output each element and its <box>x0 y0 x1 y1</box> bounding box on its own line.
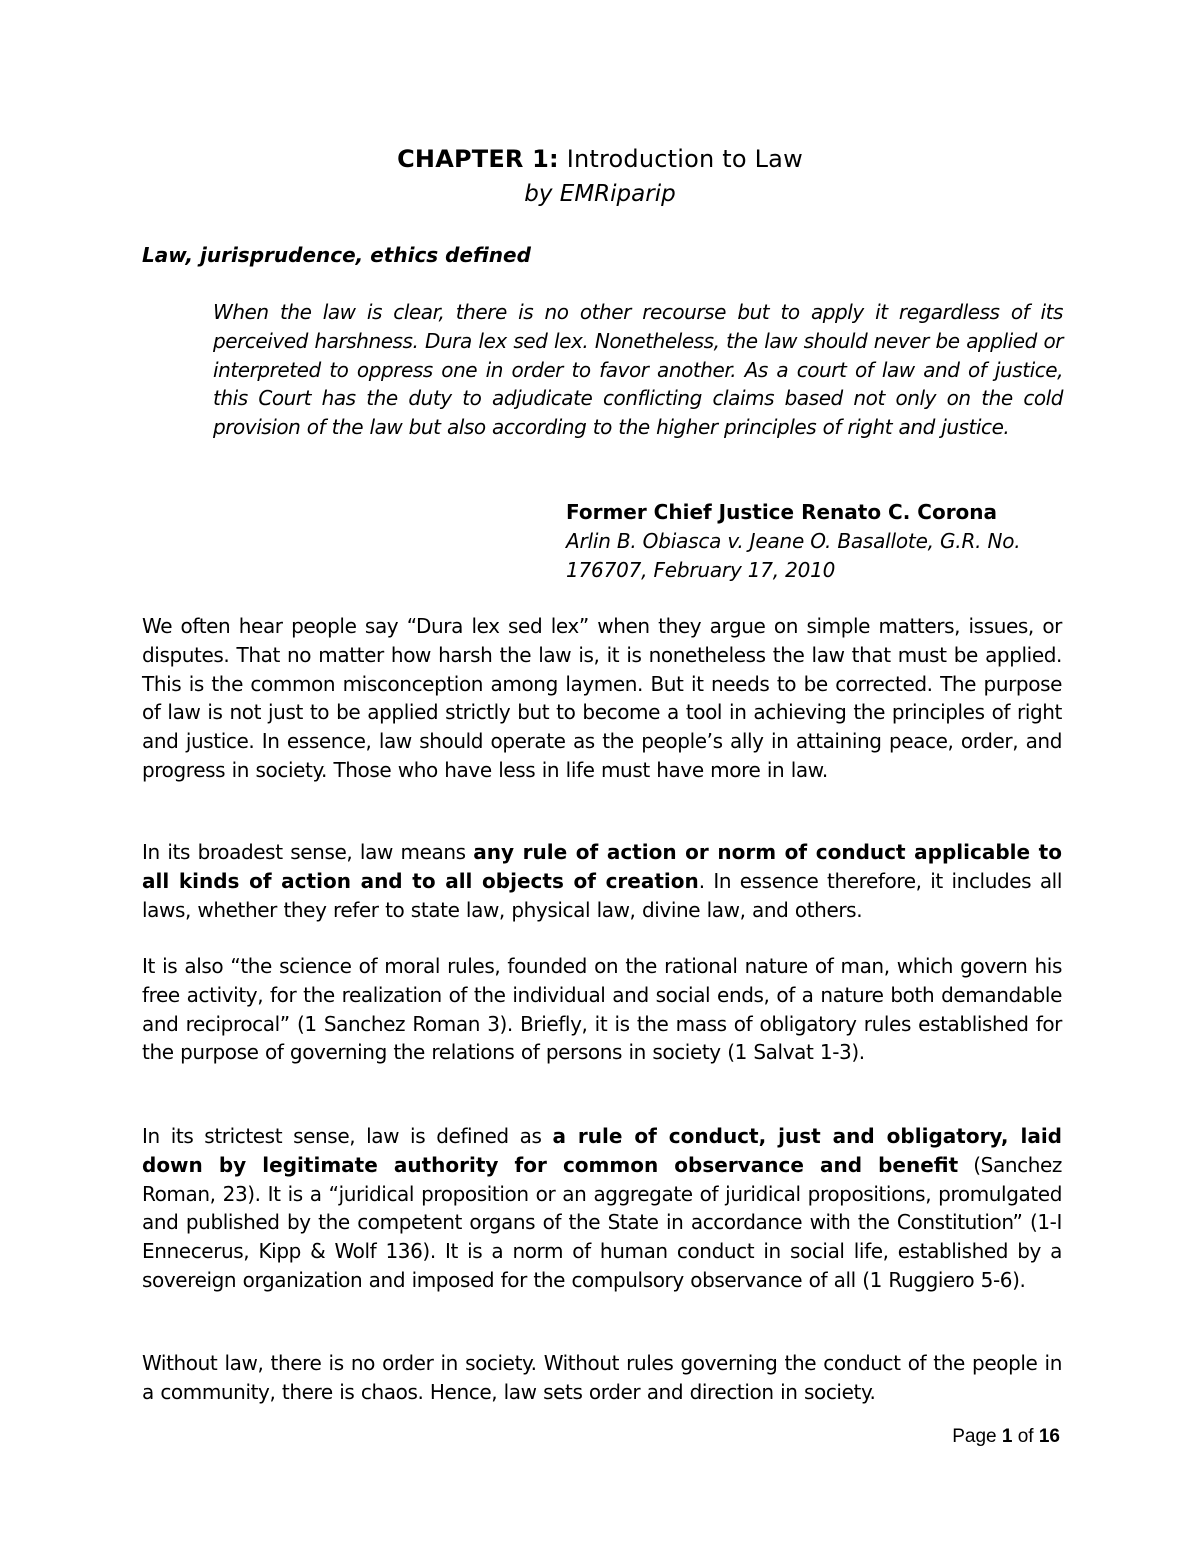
paragraph-4-tail: (Sanchez Roman, 23). It is a “juridical proposition or an aggregate of juridical propositions, promulgated and published by the competent organs of the State in accordance with the Constitution” (1-I Ennecerus, Kipp & Wolf 136). It is a norm of human conduct in social life, established by a sovereign organization and imposed for the compulsory observance of all (1 Ruggiero 5-6). <box>142 1152 1062 1292</box>
paragraph-3: It is also “the science of moral rules, founded on the rational nature of man, which govern his free activity, for the realization of the individual and social ends, of a nature both demandable and reciprocal” (1 Sanchez Roman 3). Briefly, it is the mass of obligatory rules established for the purpose of governing the relations of persons in society (1 Salvat 1-3). <box>142 954 1062 1065</box>
paragraph-4-lead: In its strictest sense, law is defined as <box>142 1124 553 1148</box>
epigraph-attribution <box>566 498 1066 584</box>
paragraph-1: We often hear people say “Dura lex sed lex” when they argue on simple matters, issues, or disputes. That no matter how harsh the law is, it is nonetheless the law that must be applied. This is the common misconception among laymen. But it needs to be corrected. The purpose of law is not just to be applied strictly but to become a tool in achieving the principles of right and justice. In essence, law should operate as the people’s ally in attaining peace, order, and progress in society. Those who have less in life must have more in law. <box>142 614 1062 782</box>
paragraph-4 <box>142 1122 1062 1295</box>
epigraph-quote: When the law is clear, there is no other recourse but to apply it regardless of its perceived harshness. Dura lex sed lex. Nonetheless, the law should never be applied or interpreted to oppress one in order to favor another. As a court of law and of justice, this Court has the duty to adjudicate conflicting claims based not only on the cold provision of the law but also according to the higher principles of right and justice. <box>213 300 1063 440</box>
attribution-name: Former Chief Justice Renato C. Corona <box>566 500 998 524</box>
paragraph-5: Without law, there is no order in society. Without rules governing the conduct of the people in a community, there is chaos. Hence, law sets order and direction in society. <box>142 1351 1062 1404</box>
chapter-number: CHAPTER 1: <box>397 145 559 173</box>
current-page: 1 <box>1001 1426 1013 1447</box>
attribution-case: Arlin B. Obiasca v. Jeane O. Basallote, G.R. No. 176707, February 17, 2010 <box>566 528 1021 582</box>
total-pages: 16 <box>1038 1426 1060 1447</box>
of-word: of <box>1017 1426 1034 1447</box>
paragraph-2 <box>142 838 1062 924</box>
chapter-title <box>0 142 1200 176</box>
paragraph-2-lead: In its broadest sense, law means <box>142 840 474 864</box>
author-byline: by EMRiparip <box>524 181 676 207</box>
paragraph-2-tail: . In essence therefore, it includes all laws, whether they refer to state law, physical law, divine law, and others. <box>142 868 1062 922</box>
paragraph-2-definition: any rule of action or norm of conduct applicable to all kinds of action and to all objects of creation <box>142 840 1062 893</box>
chapter-name: Introduction to Law <box>566 145 803 173</box>
page-word: Page <box>952 1426 997 1447</box>
page-number-footer <box>870 1424 1060 1450</box>
paragraph-4-definition: a rule of conduct, just and obligatory, laid down by legitimate authority for common observance and benefit <box>142 1124 1062 1177</box>
section-heading: Law, jurisprudence, ethics defined <box>142 243 531 267</box>
